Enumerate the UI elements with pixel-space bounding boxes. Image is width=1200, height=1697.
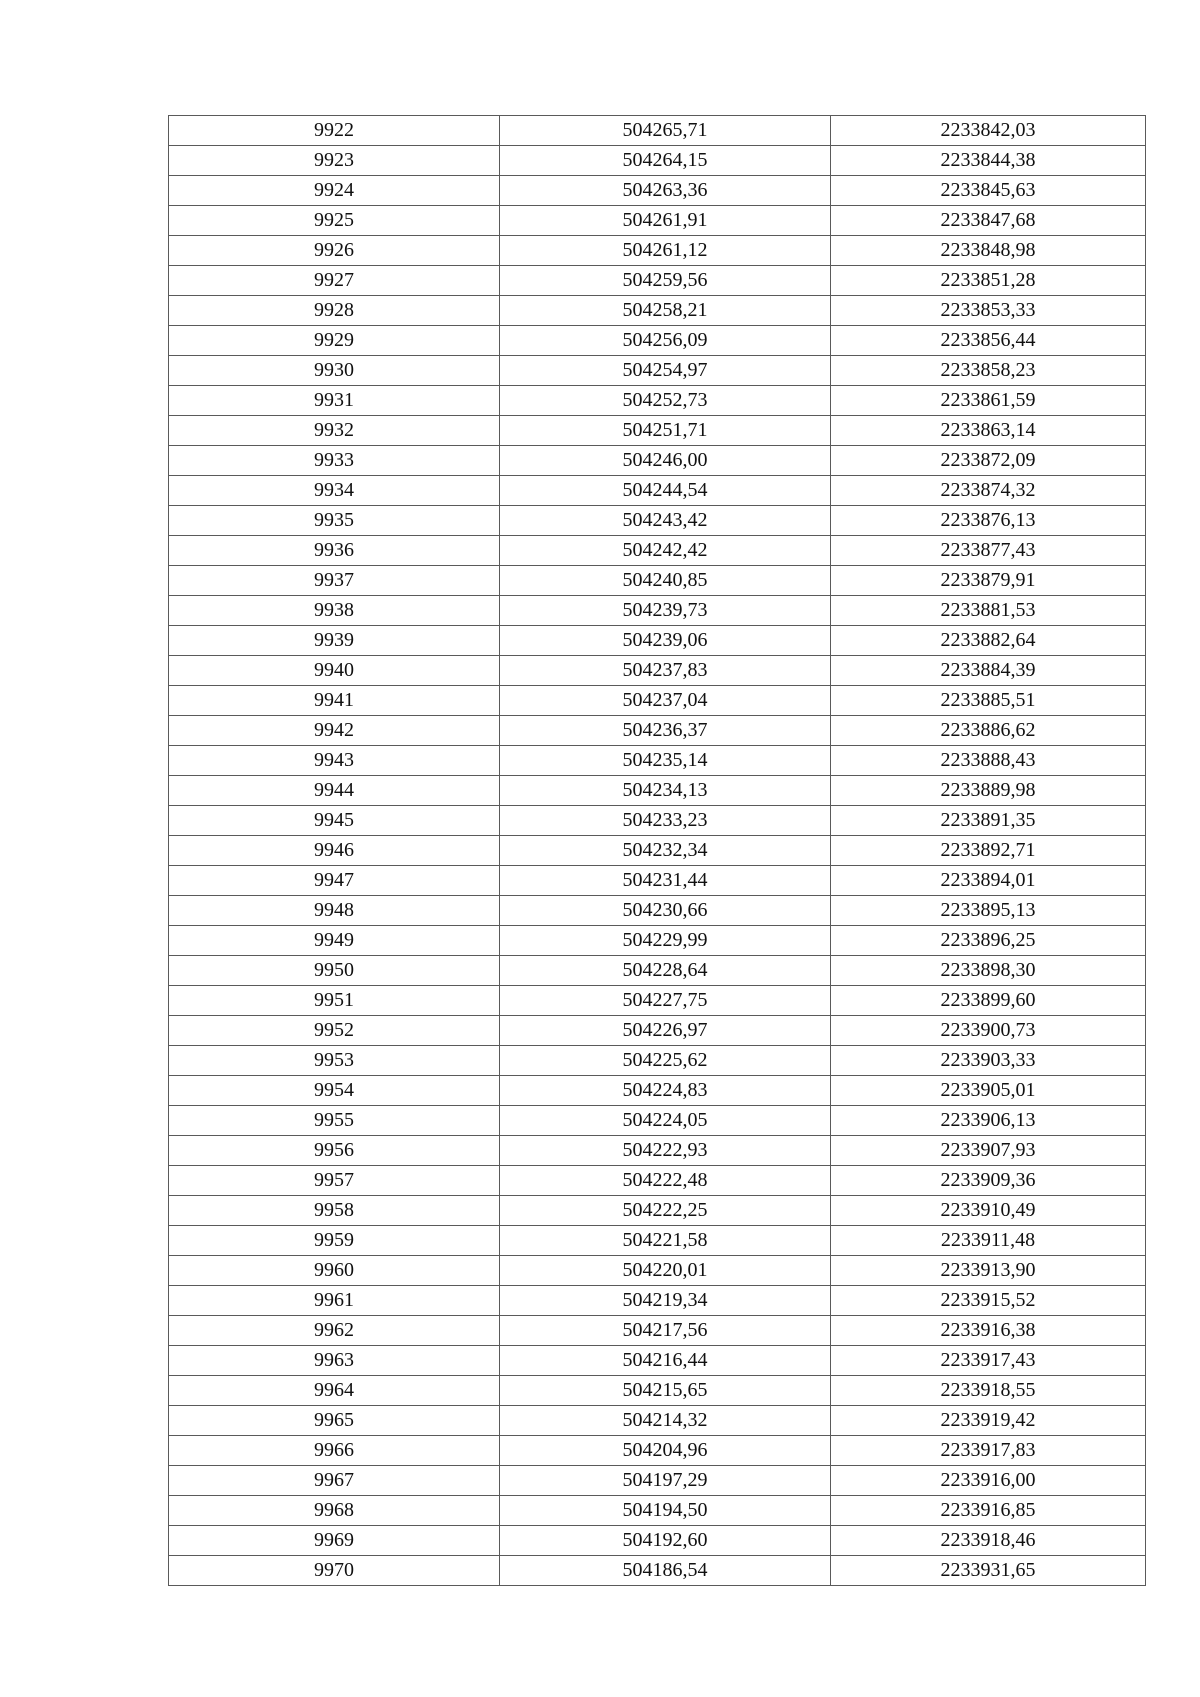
point-number-cell: 9941 [169,686,500,716]
point-number-cell: 9940 [169,656,500,686]
x-coordinate-cell: 504216,44 [500,1346,831,1376]
point-number-cell: 9962 [169,1316,500,1346]
table-row [169,1256,1146,1286]
x-coordinate-cell: 504204,96 [500,1436,831,1466]
point-number-cell: 9954 [169,1076,500,1106]
point-number-cell: 9947 [169,866,500,896]
point-number-cell: 9965 [169,1406,500,1436]
table-row [169,176,1146,206]
x-coordinate-cell: 504231,44 [500,866,831,896]
x-coordinate-cell: 504220,01 [500,1256,831,1286]
point-number-cell: 9959 [169,1226,500,1256]
point-number-cell: 9937 [169,566,500,596]
table-row [169,896,1146,926]
table-row [169,926,1146,956]
point-number-cell: 9955 [169,1106,500,1136]
x-coordinate-cell: 504242,42 [500,536,831,566]
y-coordinate-cell: 2233877,43 [831,536,1146,566]
y-coordinate-cell: 2233848,98 [831,236,1146,266]
table-row [169,506,1146,536]
coordinates-table-body [169,116,1146,1586]
x-coordinate-cell: 504258,21 [500,296,831,326]
y-coordinate-cell: 2233881,53 [831,596,1146,626]
table-row [169,596,1146,626]
x-coordinate-cell: 504246,00 [500,446,831,476]
y-coordinate-cell: 2233931,65 [831,1556,1146,1586]
x-coordinate-cell: 504224,83 [500,1076,831,1106]
table-row [169,866,1146,896]
point-number-cell: 9953 [169,1046,500,1076]
x-coordinate-cell: 504228,64 [500,956,831,986]
y-coordinate-cell: 2233885,51 [831,686,1146,716]
table-row [169,146,1146,176]
y-coordinate-cell: 2233909,36 [831,1166,1146,1196]
table-row [169,1406,1146,1436]
x-coordinate-cell: 504232,34 [500,836,831,866]
y-coordinate-cell: 2233872,09 [831,446,1146,476]
point-number-cell: 9922 [169,116,500,146]
y-coordinate-cell: 2233894,01 [831,866,1146,896]
y-coordinate-cell: 2233913,90 [831,1256,1146,1286]
x-coordinate-cell: 504237,04 [500,686,831,716]
table-row [169,566,1146,596]
y-coordinate-cell: 2233892,71 [831,836,1146,866]
y-coordinate-cell: 2233844,38 [831,146,1146,176]
x-coordinate-cell: 504222,48 [500,1166,831,1196]
x-coordinate-cell: 504259,56 [500,266,831,296]
point-number-cell: 9932 [169,416,500,446]
table-row [169,986,1146,1016]
y-coordinate-cell: 2233898,30 [831,956,1146,986]
y-coordinate-cell: 2233853,33 [831,296,1146,326]
point-number-cell: 9961 [169,1286,500,1316]
table-row [169,1166,1146,1196]
point-number-cell: 9927 [169,266,500,296]
y-coordinate-cell: 2233916,38 [831,1316,1146,1346]
point-number-cell: 9924 [169,176,500,206]
x-coordinate-cell: 504224,05 [500,1106,831,1136]
y-coordinate-cell: 2233842,03 [831,116,1146,146]
x-coordinate-cell: 504217,56 [500,1316,831,1346]
x-coordinate-cell: 504254,97 [500,356,831,386]
y-coordinate-cell: 2233903,33 [831,1046,1146,1076]
x-coordinate-cell: 504215,65 [500,1376,831,1406]
y-coordinate-cell: 2233889,98 [831,776,1146,806]
table-row [169,1436,1146,1466]
x-coordinate-cell: 504243,42 [500,506,831,536]
x-coordinate-cell: 504261,12 [500,236,831,266]
point-number-cell: 9960 [169,1256,500,1286]
y-coordinate-cell: 2233905,01 [831,1076,1146,1106]
point-number-cell: 9958 [169,1196,500,1226]
table-row [169,746,1146,776]
table-row [169,386,1146,416]
point-number-cell: 9966 [169,1436,500,1466]
point-number-cell: 9952 [169,1016,500,1046]
table-row [169,1136,1146,1166]
table-row [169,1556,1146,1586]
table-row [169,956,1146,986]
table-row [169,116,1146,146]
y-coordinate-cell: 2233882,64 [831,626,1146,656]
point-number-cell: 9957 [169,1166,500,1196]
table-row [169,1346,1146,1376]
point-number-cell: 9968 [169,1496,500,1526]
table-row [169,716,1146,746]
point-number-cell: 9948 [169,896,500,926]
y-coordinate-cell: 2233847,68 [831,206,1146,236]
table-row [169,1316,1146,1346]
x-coordinate-cell: 504194,50 [500,1496,831,1526]
point-number-cell: 9925 [169,206,500,236]
y-coordinate-cell: 2233896,25 [831,926,1146,956]
point-number-cell: 9944 [169,776,500,806]
table-row [169,1076,1146,1106]
point-number-cell: 9930 [169,356,500,386]
x-coordinate-cell: 504221,58 [500,1226,831,1256]
point-number-cell: 9950 [169,956,500,986]
table-row [169,446,1146,476]
point-number-cell: 9967 [169,1466,500,1496]
y-coordinate-cell: 2233856,44 [831,326,1146,356]
x-coordinate-cell: 504251,71 [500,416,831,446]
table-row [169,626,1146,656]
table-row [169,656,1146,686]
y-coordinate-cell: 2233895,13 [831,896,1146,926]
x-coordinate-cell: 504237,83 [500,656,831,686]
point-number-cell: 9931 [169,386,500,416]
y-coordinate-cell: 2233874,32 [831,476,1146,506]
x-coordinate-cell: 504235,14 [500,746,831,776]
x-coordinate-cell: 504222,93 [500,1136,831,1166]
coordinates-table [168,115,1146,1586]
x-coordinate-cell: 504233,23 [500,806,831,836]
point-number-cell: 9945 [169,806,500,836]
table-row [169,266,1146,296]
x-coordinate-cell: 504239,73 [500,596,831,626]
x-coordinate-cell: 504192,60 [500,1526,831,1556]
y-coordinate-cell: 2233863,14 [831,416,1146,446]
table-row [169,686,1146,716]
y-coordinate-cell: 2233911,48 [831,1226,1146,1256]
y-coordinate-cell: 2233876,13 [831,506,1146,536]
table-row [169,476,1146,506]
point-number-cell: 9956 [169,1136,500,1166]
table-row [169,776,1146,806]
x-coordinate-cell: 504227,75 [500,986,831,1016]
y-coordinate-cell: 2233879,91 [831,566,1146,596]
y-coordinate-cell: 2233906,13 [831,1106,1146,1136]
x-coordinate-cell: 504234,13 [500,776,831,806]
y-coordinate-cell: 2233918,46 [831,1526,1146,1556]
table-row [169,1106,1146,1136]
table-row [169,1196,1146,1226]
y-coordinate-cell: 2233886,62 [831,716,1146,746]
point-number-cell: 9949 [169,926,500,956]
y-coordinate-cell: 2233891,35 [831,806,1146,836]
y-coordinate-cell: 2233851,28 [831,266,1146,296]
y-coordinate-cell: 2233915,52 [831,1286,1146,1316]
table-row [169,416,1146,446]
x-coordinate-cell: 504236,37 [500,716,831,746]
point-number-cell: 9926 [169,236,500,266]
point-number-cell: 9933 [169,446,500,476]
table-row [169,356,1146,386]
x-coordinate-cell: 504244,54 [500,476,831,506]
point-number-cell: 9951 [169,986,500,1016]
table-row [169,1496,1146,1526]
point-number-cell: 9938 [169,596,500,626]
x-coordinate-cell: 504252,73 [500,386,831,416]
point-number-cell: 9939 [169,626,500,656]
x-coordinate-cell: 504222,25 [500,1196,831,1226]
y-coordinate-cell: 2233845,63 [831,176,1146,206]
x-coordinate-cell: 504225,62 [500,1046,831,1076]
x-coordinate-cell: 504186,54 [500,1556,831,1586]
x-coordinate-cell: 504226,97 [500,1016,831,1046]
y-coordinate-cell: 2233884,39 [831,656,1146,686]
y-coordinate-cell: 2233899,60 [831,986,1146,1016]
point-number-cell: 9963 [169,1346,500,1376]
y-coordinate-cell: 2233918,55 [831,1376,1146,1406]
table-row [169,536,1146,566]
point-number-cell: 9970 [169,1556,500,1586]
y-coordinate-cell: 2233916,00 [831,1466,1146,1496]
x-coordinate-cell: 504264,15 [500,146,831,176]
point-number-cell: 9936 [169,536,500,566]
point-number-cell: 9943 [169,746,500,776]
table-row [169,206,1146,236]
point-number-cell: 9942 [169,716,500,746]
x-coordinate-cell: 504230,66 [500,896,831,926]
point-number-cell: 9946 [169,836,500,866]
table-row [169,236,1146,266]
x-coordinate-cell: 504263,36 [500,176,831,206]
table-row [169,1286,1146,1316]
point-number-cell: 9934 [169,476,500,506]
x-coordinate-cell: 504229,99 [500,926,831,956]
y-coordinate-cell: 2233919,42 [831,1406,1146,1436]
y-coordinate-cell: 2233917,43 [831,1346,1146,1376]
table-row [169,1376,1146,1406]
point-number-cell: 9929 [169,326,500,356]
point-number-cell: 9969 [169,1526,500,1556]
y-coordinate-cell: 2233900,73 [831,1016,1146,1046]
y-coordinate-cell: 2233907,93 [831,1136,1146,1166]
x-coordinate-cell: 504265,71 [500,116,831,146]
x-coordinate-cell: 504239,06 [500,626,831,656]
table-row [169,806,1146,836]
point-number-cell: 9923 [169,146,500,176]
x-coordinate-cell: 504197,29 [500,1466,831,1496]
table-row [169,1466,1146,1496]
point-number-cell: 9964 [169,1376,500,1406]
table-row [169,1226,1146,1256]
table-row [169,1016,1146,1046]
table-row [169,836,1146,866]
y-coordinate-cell: 2233917,83 [831,1436,1146,1466]
y-coordinate-cell: 2233861,59 [831,386,1146,416]
x-coordinate-cell: 504219,34 [500,1286,831,1316]
point-number-cell: 9935 [169,506,500,536]
table-row [169,296,1146,326]
table-row [169,1046,1146,1076]
x-coordinate-cell: 504256,09 [500,326,831,356]
y-coordinate-cell: 2233910,49 [831,1196,1146,1226]
y-coordinate-cell: 2233916,85 [831,1496,1146,1526]
point-number-cell: 9928 [169,296,500,326]
x-coordinate-cell: 504261,91 [500,206,831,236]
y-coordinate-cell: 2233858,23 [831,356,1146,386]
table-row [169,1526,1146,1556]
x-coordinate-cell: 504240,85 [500,566,831,596]
y-coordinate-cell: 2233888,43 [831,746,1146,776]
x-coordinate-cell: 504214,32 [500,1406,831,1436]
table-row [169,326,1146,356]
